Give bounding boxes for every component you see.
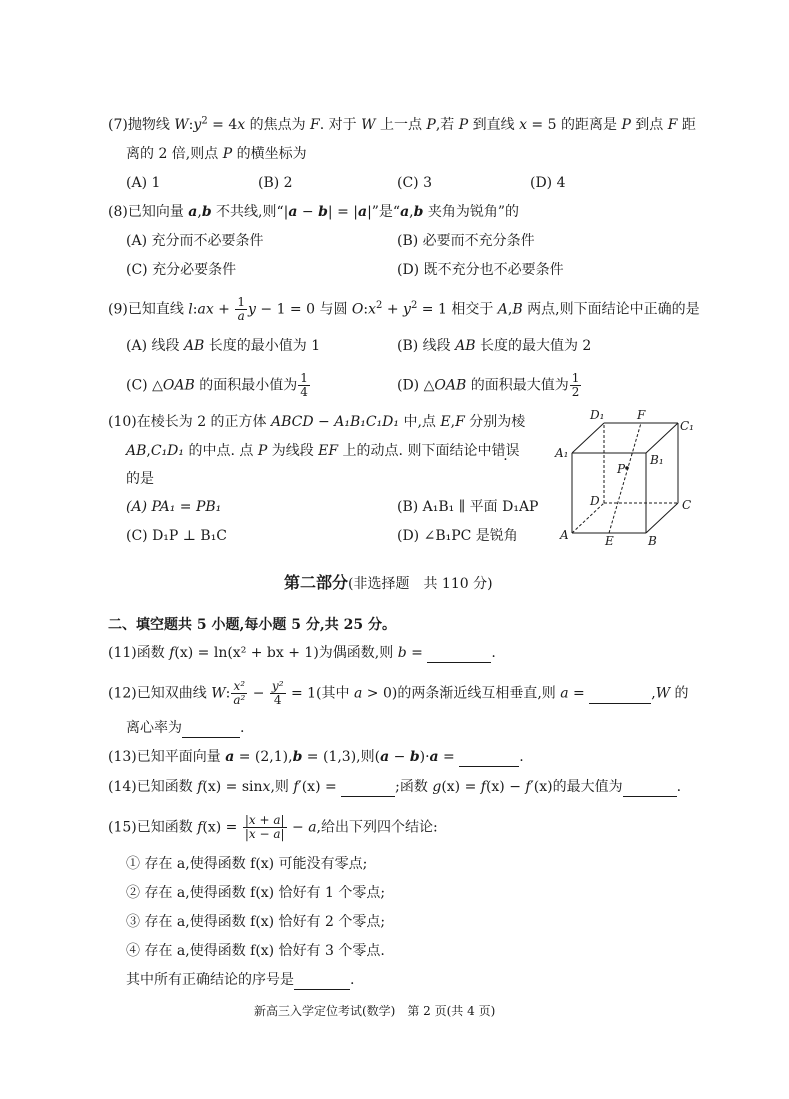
q10-stem-line2: AB,C₁D₁ 的中点. 点 P 为线段 EF 上的动点. 则下面结论中错误	[126, 443, 520, 459]
part-two-title: 第二部分(非选择题 共 110 分)	[284, 573, 493, 592]
q8-stem: (8)已知向量 a,b 不共线,则“|a − b| = |a|”是“a,b 夹角为锐角”的	[108, 204, 520, 220]
q13-stem: (13)已知平面向量 a = (2,1),b = (1,3),则(a − b)·a = .	[108, 749, 524, 765]
q9-option-d[interactable]: (D) △OAB 的面积最大值为 $\frac{1}{2}$	[397, 371, 580, 399]
label-F: F	[637, 408, 646, 422]
q15-last: 其中所有正确结论的序号是 .	[126, 972, 355, 988]
q7-option-d[interactable]: (D) 4	[530, 175, 566, 191]
q15-answer-blank[interactable]	[294, 971, 350, 990]
q10-stem-line3: 的是	[126, 471, 154, 487]
label-E: E	[605, 534, 614, 548]
q8-option-d[interactable]: (D) 既不充分也不必要条件	[397, 262, 564, 278]
q15-item-4: ④ 存在 a,使得函数 f(x) 恰好有 3 个零点.	[126, 943, 385, 959]
q10-option-b[interactable]: (B) A₁B₁ ∥ 平面 D₁AP	[397, 499, 539, 515]
q14-answer-blank-2[interactable]	[623, 778, 677, 797]
q7-stem-line2: 离的 2 倍,则点 P 的横坐标为	[126, 146, 307, 162]
point-P	[625, 466, 629, 470]
edge-B-C	[646, 503, 678, 533]
label-A: A	[560, 528, 569, 542]
q7-option-b[interactable]: (B) 2	[258, 175, 293, 191]
q7-option-a[interactable]: (A) 1	[126, 175, 161, 191]
q9-fraction: $\frac{1}{a}$	[237, 295, 246, 323]
label-P: P	[617, 462, 626, 476]
page-footer: 新高三入学定位考试(数学) 第 2 页(共 4 页)	[254, 1004, 496, 1018]
label-B1: B₁	[650, 453, 664, 467]
q12-answer-blank-e[interactable]	[182, 719, 240, 738]
label-C: C	[682, 498, 692, 512]
q12-answer-blank-a[interactable]	[589, 685, 651, 704]
q8-option-c[interactable]: (C) 充分必要条件	[126, 262, 237, 278]
q14-stem: (14)已知函数 f(x) = sinx,则 f′(x) = ;函数 g(x) = f(x) − f′(x)的最大值为 .	[108, 779, 682, 795]
edge-A1-D1	[572, 423, 604, 453]
q15-item-1: ① 存在 a,使得函数 f(x) 可能没有零点;	[126, 856, 368, 872]
q7-stem: (7)抛物线 $W:y^2 = 4x$ 的焦点为 F. 对于 W 上一点 P,若 P 到直线 x = 5 的距离是 P 到点 F 距	[108, 115, 696, 133]
q15-stem: (15)已知函数 f(x) = $\frac{|x + a|}{|x - a|}$ − a,给出下列四个结论:	[108, 813, 438, 841]
label-D1: D₁	[590, 408, 605, 422]
q9-option-b[interactable]: (B) 线段 AB 长度的最大值为 2	[397, 338, 592, 354]
q10-option-c[interactable]: (C) D₁P ⊥ B₁C	[126, 528, 228, 544]
q10-option-d[interactable]: (D) ∠B₁PC 是锐角	[397, 528, 518, 544]
q12-stem-line2: 离心率为 .	[126, 720, 245, 736]
q9-stem: (9)已知直线 l:ax + $\frac{1}{a}$ y − 1 = 0 与圆 $O:x^2 + y^2 = 1$ 相交于 A,B 两点,则下面结论中正确的是	[108, 295, 700, 323]
q14-answer-blank-1[interactable]	[341, 778, 395, 797]
q7-option-c[interactable]: (C) 3	[397, 175, 432, 191]
q8-option-a[interactable]: (A) 充分而不必要条件	[126, 233, 264, 249]
q11-stem: (11)函数 f(x) = ln(x² + bx + 1)为偶函数,则 b = .	[108, 645, 496, 661]
label-B: B	[648, 534, 657, 548]
q12-stem: (12)已知双曲线 W: $\frac{\text{x²}}{\text{a²}}$ − $\frac{\text{y²}}{4}$ = 1(其中 a > 0)的两条渐近线互相垂直,则 a = ,W 的	[108, 679, 689, 707]
q9-option-a[interactable]: (A) 线段 AB 长度的最小值为 1	[126, 338, 321, 354]
q15-item-3: ③ 存在 a,使得函数 f(x) 恰好有 2 个零点;	[126, 914, 386, 930]
label-C1: C₁	[680, 419, 694, 433]
q13-answer-blank[interactable]	[459, 748, 519, 767]
section-two-heading: 二、填空题共 5 小题,每小题 5 分,共 25 分。	[108, 617, 396, 633]
q8-option-b[interactable]: (B) 必要而不充分条件	[397, 233, 535, 249]
q10-stem: (10)在棱长为 2 的正方体 ABCD − A₁B₁C₁D₁ 中,点 E,F 分别为棱	[108, 414, 526, 430]
q11-answer-blank[interactable]	[427, 644, 491, 663]
emphasis-wrong: 错误	[491, 443, 520, 459]
q10-option-a[interactable]: (A) PA₁ = PB₁	[126, 499, 222, 515]
cube-figure	[552, 405, 702, 550]
label-D: D	[590, 494, 600, 508]
edge-B1-C1	[646, 423, 678, 453]
q15-item-2: ② 存在 a,使得函数 f(x) 恰好有 1 个零点;	[126, 885, 386, 901]
label-A1: A₁	[555, 446, 569, 460]
q9-option-c[interactable]: (C) △OAB 的面积最小值为 $\frac{1}{4}$	[126, 371, 308, 399]
segment-EF	[609, 423, 641, 533]
